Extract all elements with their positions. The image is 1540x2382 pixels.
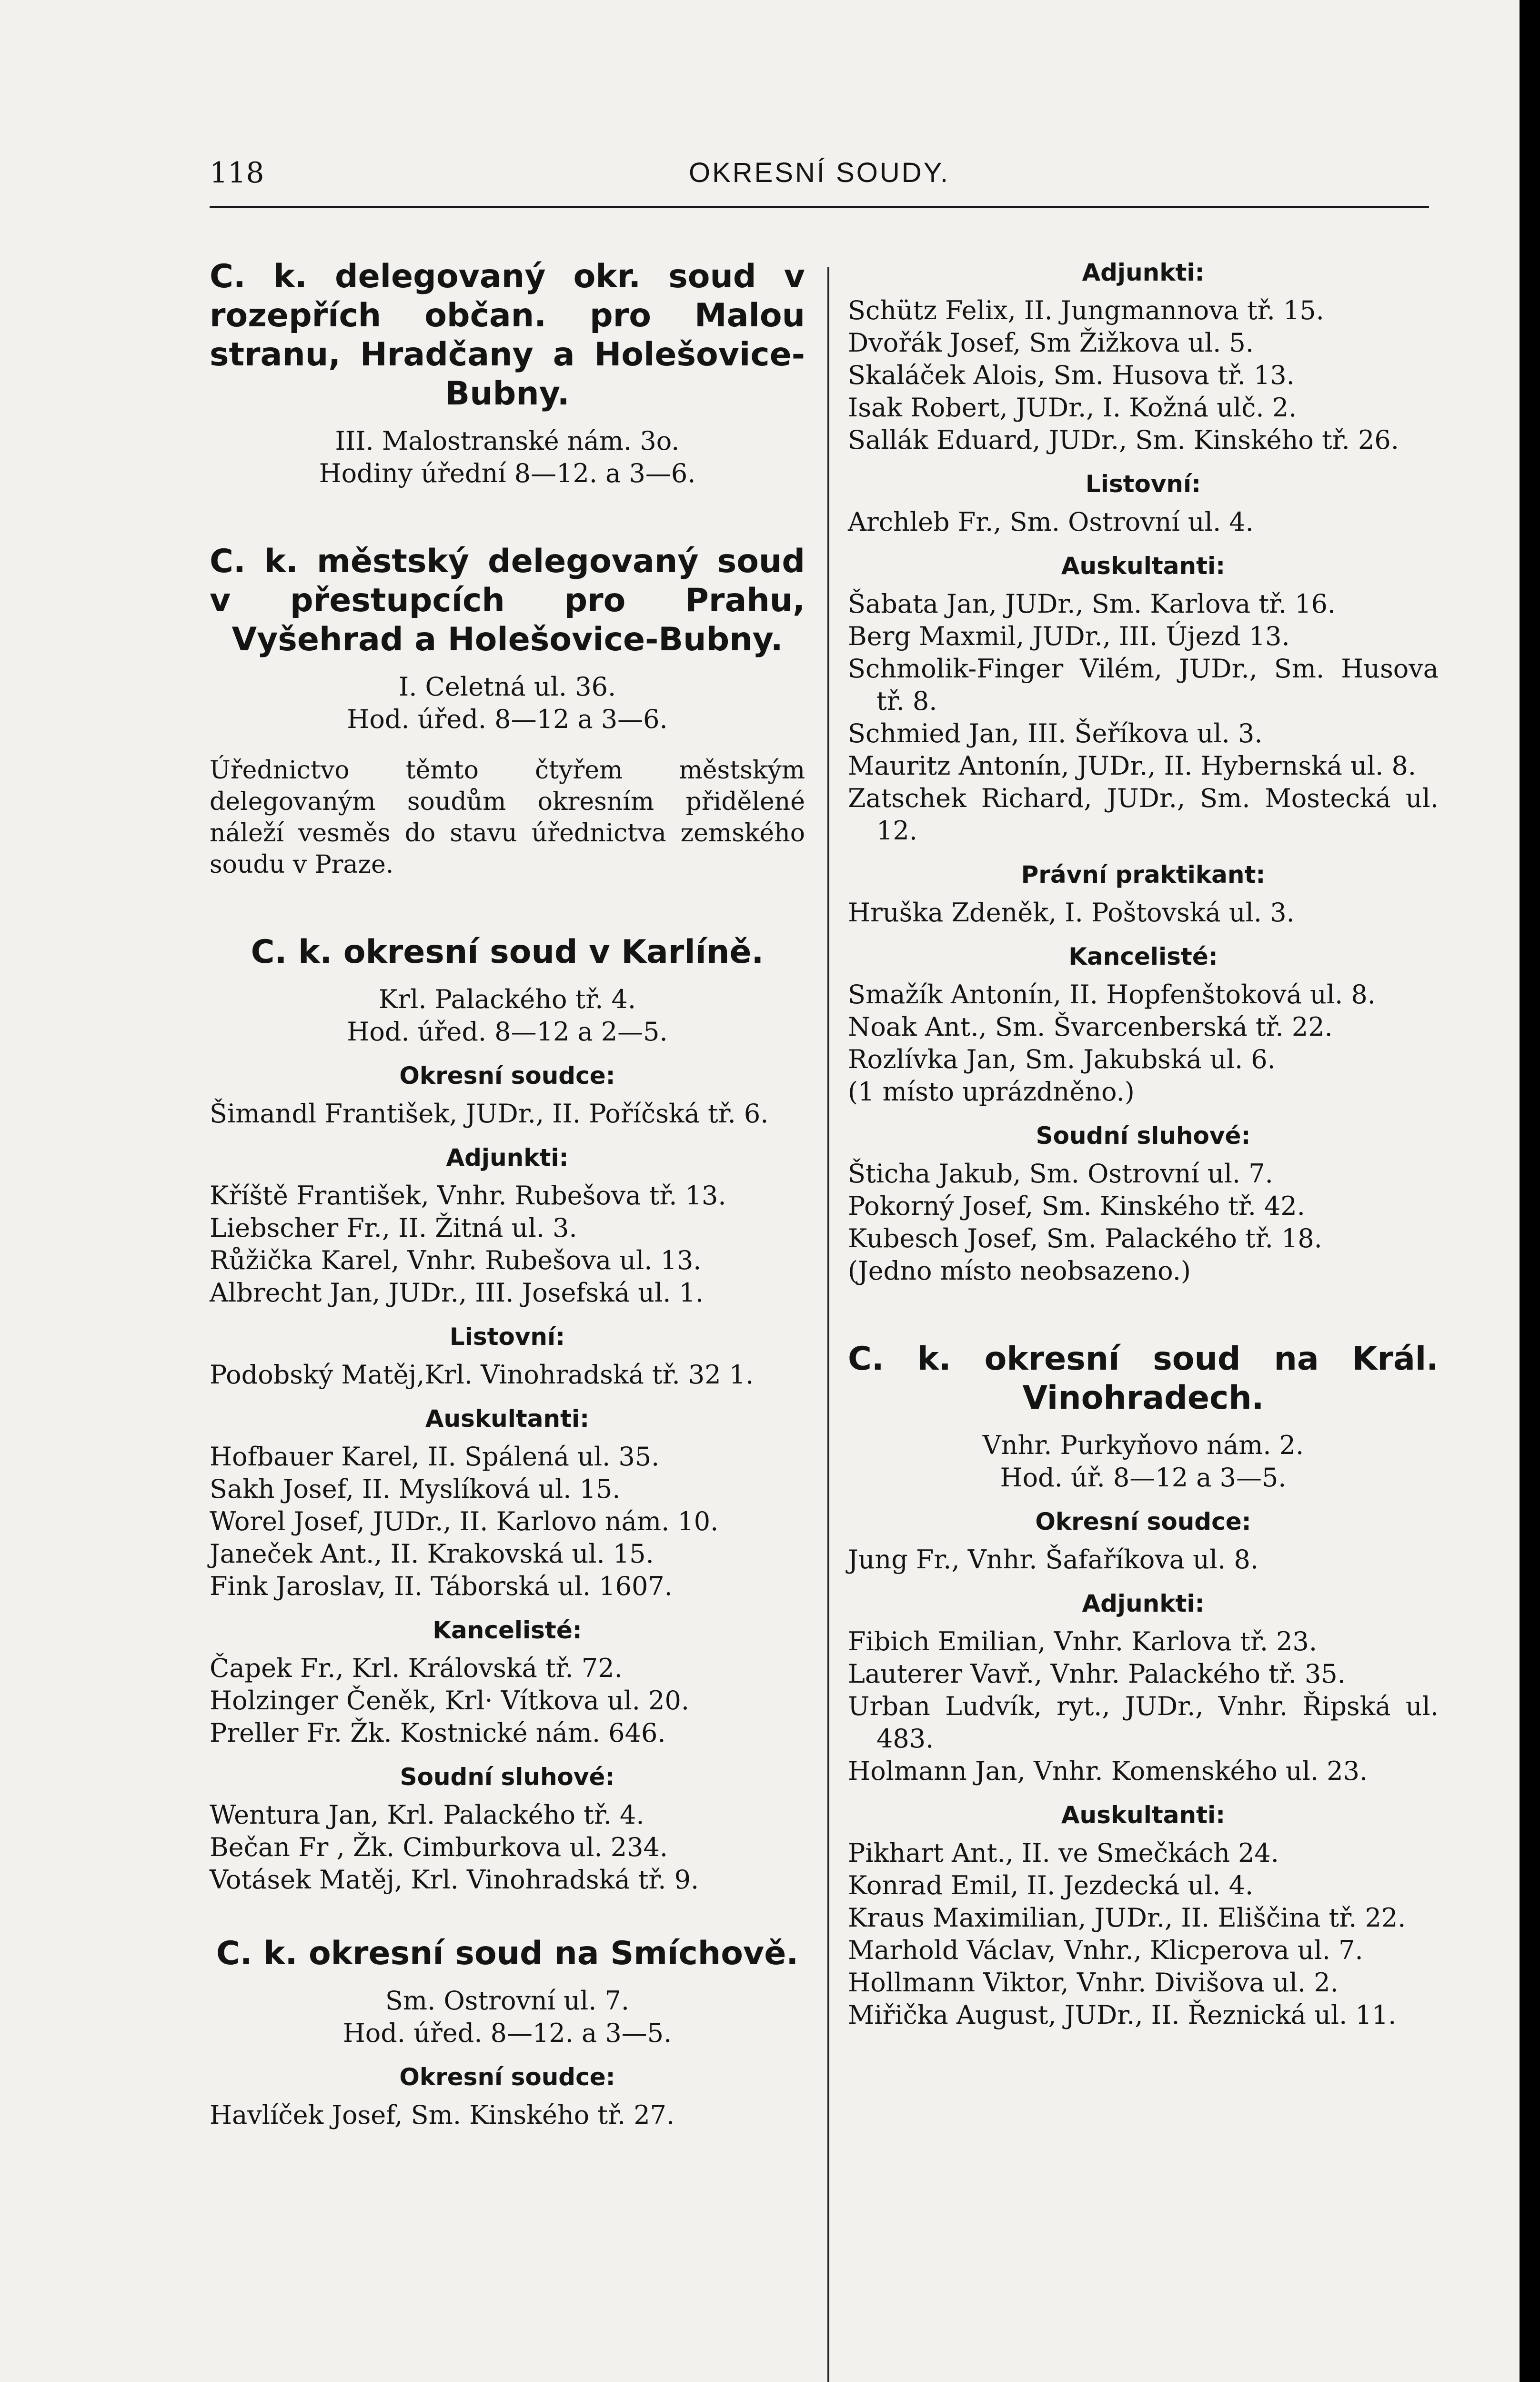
staff-entry: Šabata Jan, JUDr., Sm. Karlova tř. 16.	[848, 589, 1336, 619]
staff-entry: Fibich Emilian, Vnhr. Karlova tř. 23.	[848, 1626, 1318, 1656]
staff-entry: Urban Ludvík, ryt., JUDr., Vnhr. Řipská ul. 483.	[848, 1691, 1439, 1754]
staff-entry: Kříště František, Vnhr. Rubešova tř. 13.	[210, 1181, 726, 1211]
staff-entry: Holmann Jan, Vnhr. Komenského ul. 23.	[848, 1756, 1368, 1786]
staff-entry: Kraus Maximilian, JUDr., II. Eliščina tř. 22.	[848, 1903, 1406, 1933]
staff-entry: Votásek Matěj, Krl. Vinohradská tř. 9.	[210, 1865, 699, 1895]
court-address: I. Celetná ul. 36.	[398, 672, 616, 702]
court-block-continued	[848, 257, 1439, 1287]
staff-entry: Růžička Karel, Vnhr. Rubešova ul. 13.	[210, 1245, 702, 1275]
court-title: C. k. okresní soud v Karlíně.	[251, 933, 764, 971]
staff-entry: Sallák Eduard, JUDr., Sm. Kinského tř. 26.	[848, 425, 1399, 455]
section-label: Okresní soudce:	[1035, 1508, 1251, 1535]
staff-entry: Podobský Matěj,Krl. Vinohradská tř. 32 1.	[210, 1360, 754, 1390]
court-title: C. k. delegovaný okr. soud v rozepřích občan. pro Malou stranu, Hradčany a Holešovice-Bubny.	[210, 258, 805, 413]
staff-entry: Worel Josef, JUDr., II. Karlovo nám. 10.	[210, 1506, 719, 1536]
right-column	[848, 257, 1439, 2031]
page-number: 118	[210, 156, 264, 190]
staff-entry: Pokorný Josef, Sm. Kinského tř. 42.	[848, 1191, 1305, 1221]
staff-entry: Noak Ant., Sm. Švarcenberská tř. 22.	[848, 1012, 1333, 1042]
staff-entry: Wentura Jan, Krl. Palackého tř. 4.	[210, 1800, 644, 1830]
court-title: C. k. okresní soud na Král. Vinohradech.	[848, 1340, 1439, 1417]
section-label: Kancelisté:	[1068, 943, 1218, 970]
section-label: Adjunkti:	[1082, 1590, 1205, 1617]
court-hours: Hod. úřed. 8—12 a 2—5.	[347, 1017, 668, 1047]
court-title: C. k. okresní soud na Smíchově.	[216, 1935, 799, 1972]
section-label: Listovní:	[1085, 470, 1201, 498]
section-label: Právní praktikant:	[1021, 861, 1266, 888]
court-address: Krl. Palackého tř. 4.	[378, 984, 636, 1014]
staff-entry: Sakh Josef, II. Myslíková ul. 15.	[210, 1474, 621, 1504]
staff-entry: Hollmann Viktor, Vnhr. Divišova ul. 2.	[848, 1968, 1339, 1998]
court-block	[210, 542, 805, 880]
staff-entry: (Jedno místo neobsazeno.)	[848, 1256, 1191, 1286]
staff-entry: Hofbauer Karel, II. Spálená ul. 35.	[210, 1442, 660, 1472]
section-label: Soudní sluhové:	[400, 1763, 615, 1791]
staff-entry: Archleb Fr., Sm. Ostrovní ul. 4.	[848, 507, 1254, 537]
staff-entry: Pikhart Ant., II. ve Smečkách 24.	[848, 1838, 1279, 1868]
court-address: III. Malostranské nám. 3o.	[335, 426, 680, 456]
staff-entry: Dvořák Josef, Sm Žižkova ul. 5.	[848, 328, 1254, 358]
staff-entry: Berg Maxmil, JUDr., III. Újezd 13.	[848, 621, 1290, 651]
staff-entry: Miřička August, JUDr., II. Řeznická ul. 11.	[848, 2000, 1397, 2030]
staff-entry: Jung Fr., Vnhr. Šafaříkova ul. 8.	[848, 1544, 1258, 1575]
staff-entry: Bečan Fr , Žk. Cimburkova ul. 234.	[210, 1832, 668, 1862]
court-hours: Hod. úřed. 8—12 a 3—6.	[347, 704, 668, 734]
court-address: Vnhr. Purkyňovo nám. 2.	[982, 1430, 1304, 1460]
court-block	[210, 257, 805, 490]
staff-entry: Fink Jaroslav, II. Táborská ul. 1607.	[210, 1571, 673, 1601]
staff-entry: Šimandl František, JUDr., II. Poříčská tř. 6.	[210, 1099, 769, 1129]
staff-entry: Schmolik-Finger Vilém, JUDr., Sm. Husova tř. 8.	[848, 654, 1439, 716]
court-title: C. k. městský delegovaný soud v přestupcích pro Prahu, Vyšehrad a Holešovice-Bubny.	[210, 543, 805, 658]
court-block	[210, 1934, 805, 2131]
section-label: Adjunkti:	[446, 1144, 569, 1171]
staff-entry: Skaláček Alois, Sm. Husova tř. 13.	[848, 360, 1295, 390]
court-hours: Hod. úř. 8—12 a 3—5.	[1000, 1463, 1287, 1493]
page-header	[210, 151, 1429, 194]
header-rule	[210, 206, 1429, 208]
staff-entry: (1 místo uprázdněno.)	[848, 1077, 1135, 1107]
staff-entry: Zatschek Richard, JUDr., Sm. Mostecká ul. 12.	[848, 783, 1439, 846]
staff-entry: Schütz Felix, II. Jungmannova tř. 15.	[848, 295, 1324, 325]
staff-entry: Šticha Jakub, Sm. Ostrovní ul. 7.	[848, 1159, 1273, 1189]
staff-entry: Havlíček Josef, Sm. Kinského tř. 27.	[210, 2100, 675, 2130]
running-title: OKRESNÍ SOUDY.	[688, 157, 950, 188]
court-hours: Hod. úřed. 8—12. a 3—5.	[342, 2018, 672, 2048]
court-block	[210, 933, 805, 1896]
staff-entry: Rozlívka Jan, Sm. Jakubská ul. 6.	[848, 1044, 1276, 1074]
section-label: Okresní soudce:	[399, 2063, 615, 2091]
staff-entry: Liebscher Fr., II. Žitná ul. 3.	[210, 1213, 577, 1243]
court-hours: Hodiny úřední 8—12. a 3—6.	[319, 458, 696, 488]
staff-entry: Smažík Antonín, II. Hopfenštoková ul. 8.	[848, 979, 1376, 1009]
staff-entry: Isak Robert, JUDr., I. Kožná ulč. 2.	[848, 393, 1297, 423]
section-label: Listovní:	[449, 1323, 565, 1351]
staff-entry: Čapek Fr., Krl. Královská tř. 72.	[210, 1653, 623, 1683]
staff-entry: Schmied Jan, III. Šeříkova ul. 3.	[848, 718, 1263, 748]
staff-entry: Konrad Emil, II. Jezdecká ul. 4.	[848, 1870, 1254, 1900]
staff-entry: Mauritz Antonín, JUDr., II. Hybernská ul. 8.	[848, 751, 1417, 781]
left-column	[210, 257, 805, 2131]
staff-entry: Kubesch Josef, Sm. Palackého tř. 18.	[848, 1223, 1322, 1253]
court-note: Úřednictvo těmto čtyřem městským delegovaným soudům okresním přidělené náleží vesměs do stavu úřednictva zemského soudu v Praze.	[210, 756, 805, 879]
section-label: Auskultanti:	[1061, 552, 1226, 580]
staff-entry: Albrecht Jan, JUDr., III. Josefská ul. 1.	[210, 1278, 704, 1308]
section-label: Adjunkti:	[1082, 259, 1205, 286]
staff-entry: Lauterer Vavř., Vnhr. Palackého tř. 35.	[848, 1659, 1346, 1689]
staff-entry: Hruška Zdeněk, I. Poštovská ul. 3.	[848, 898, 1295, 928]
court-block	[848, 1340, 1439, 2031]
section-label: Kancelisté:	[433, 1616, 582, 1644]
staff-entry: Preller Fr. Žk. Kostnické nám. 646.	[210, 1718, 666, 1748]
column-divider	[827, 267, 829, 2382]
staff-entry: Marhold Václav, Vnhr., Klicperova ul. 7.	[848, 1935, 1363, 1965]
section-label: Soudní sluhové:	[1036, 1122, 1251, 1150]
court-address: Sm. Ostrovní ul. 7.	[385, 1986, 630, 2016]
staff-entry: Janeček Ant., II. Krakovská ul. 15.	[210, 1539, 654, 1569]
section-label: Okresní soudce:	[399, 1062, 615, 1090]
section-label: Auskultanti:	[1061, 1801, 1226, 1829]
staff-entry: Holzinger Čeněk, Krl· Vítkova ul. 20.	[210, 1686, 690, 1716]
section-label: Auskultanti:	[425, 1405, 590, 1433]
